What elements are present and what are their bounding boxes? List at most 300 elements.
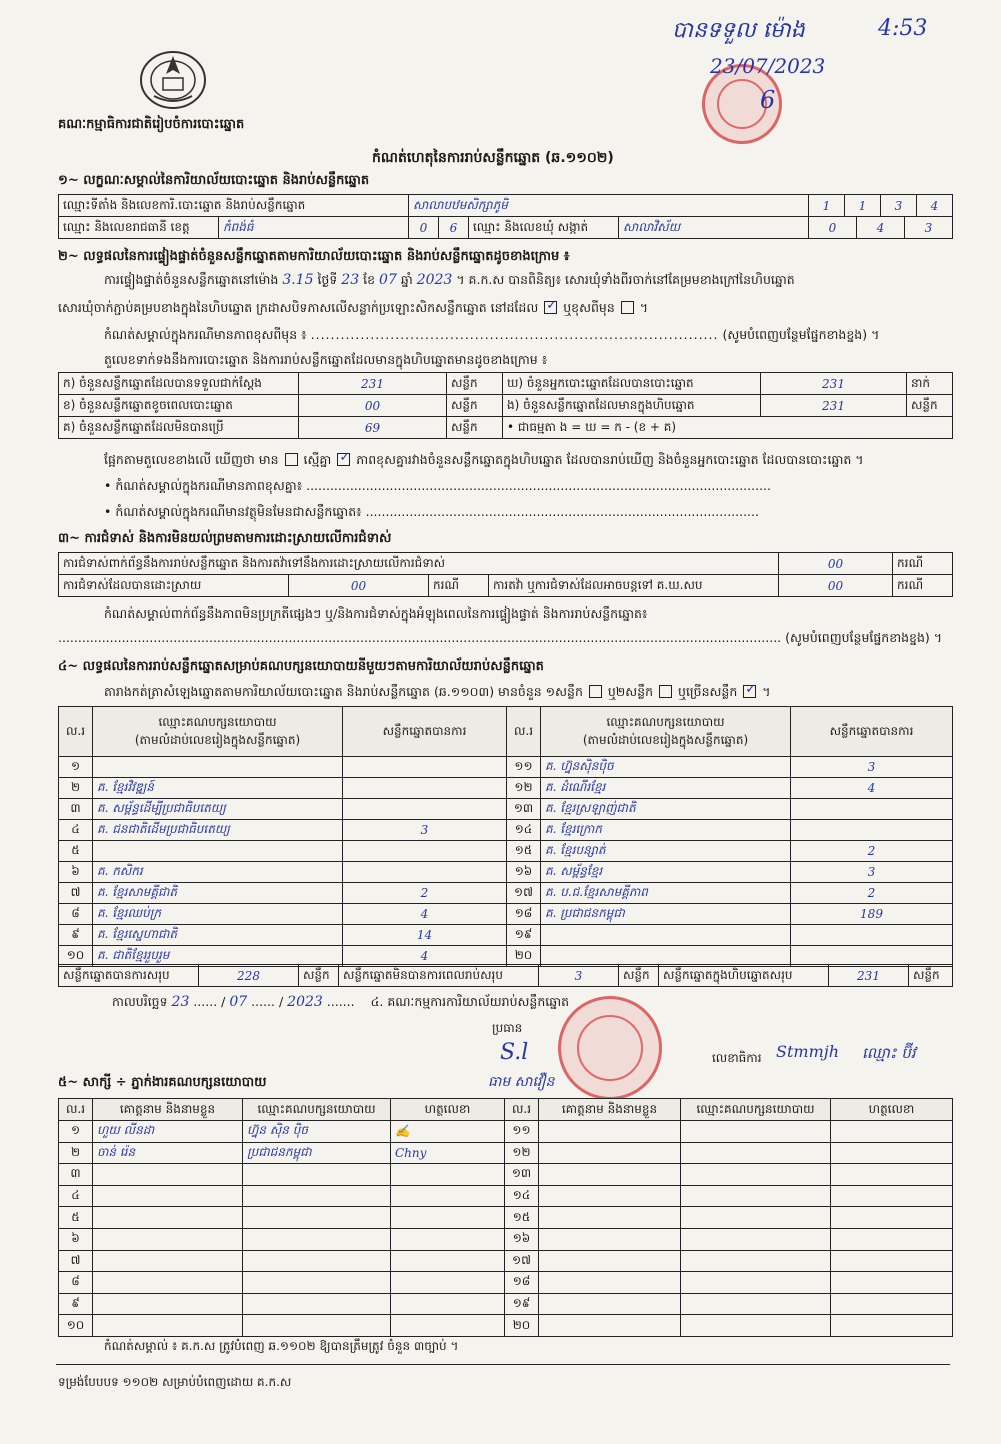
row-no: ១៤: [505, 1185, 539, 1207]
witness-party: [681, 1272, 831, 1294]
row-no: ៧: [59, 1250, 93, 1272]
witness-party: [681, 1250, 831, 1272]
section5-title: ៥~ សាក្សី ÷ ភ្នាក់ងារគណបក្សនយោបាយ: [58, 1075, 267, 1090]
province-digit: 0: [409, 217, 439, 239]
row-no: ៨: [59, 904, 93, 925]
witness-signature: [831, 1121, 953, 1143]
section3-title: ៣~ ការជំទាស់ និងការមិនយល់ព្រមតាមការដោះស្រាយលើការជំទាស់: [58, 531, 392, 546]
party-name: គ. ជាតិខ្មែររួបរួម: [93, 946, 343, 967]
party-name: គ. ដំណើរខ្មែរ: [541, 778, 791, 799]
table-row: [59, 820, 953, 841]
row-no: ៤: [59, 1185, 93, 1207]
verification-time: 3.15: [282, 272, 314, 288]
one-sheet-checkbox[interactable]: [589, 685, 602, 698]
row-no: ១០: [59, 946, 93, 967]
verification-year: 2023: [416, 272, 453, 288]
compare-line: [104, 452, 864, 471]
col-party-sub: (តាមលំដាប់លេខរៀងក្នុងសន្លឹកឆ្នោត): [582, 732, 749, 747]
party-votes: 4: [343, 946, 507, 967]
table-row: [59, 1185, 953, 1207]
note2-text: • កំណត់សម្គាល់ក្នុងករណីមានភាពខុសគ្នា៖: [104, 478, 303, 493]
witness-party: [681, 1185, 831, 1207]
witness-signature: [831, 1228, 953, 1250]
party-name: គ. សម្ព័ន្ធដើម្បីប្រជាធិបតេយ្យ: [93, 799, 343, 820]
party-votes: 14: [343, 925, 507, 946]
witness-party: [681, 1207, 831, 1229]
row-no: ១២: [507, 778, 541, 799]
row-no: ១១: [505, 1121, 539, 1143]
table-row: [59, 1207, 953, 1229]
table-row: [59, 217, 953, 239]
row-no: ១៧: [507, 883, 541, 904]
witness-party: [681, 1293, 831, 1315]
party-votes: 3: [791, 757, 953, 778]
witness-party: [243, 1272, 391, 1294]
party-votes: 189: [791, 904, 953, 925]
station-digit: 1: [845, 195, 881, 217]
note2-line: • កំណត់សម្គាល់ក្នុងករណីមានភាពខុសគ្នា៖ .....................................................................................................................: [104, 478, 771, 493]
table-row: [59, 1164, 953, 1186]
table-row: [59, 395, 953, 417]
total-invalid-value: 3: [539, 965, 619, 987]
document-title: កំណត់ហេតុនៃការរាប់សន្លឹកឆ្នោត (ឆ.១១០២): [372, 150, 614, 166]
col-no: ល.រ: [59, 707, 93, 757]
witness-signature: [391, 1164, 505, 1186]
party-votes: [343, 778, 507, 799]
totals-table: [58, 964, 953, 987]
count-label: ខ) ចំនួនសន្លឹកឆ្នោតខូចពេលបោះឆ្នោត: [59, 395, 299, 417]
row-no: ៥: [59, 1207, 93, 1229]
table-header-row: [59, 707, 953, 757]
row-no: ១១: [507, 757, 541, 778]
total-unit: សន្លឹក: [619, 965, 659, 987]
row-no: ១០: [59, 1315, 93, 1337]
row-no: ១៣: [505, 1164, 539, 1186]
party-votes: [343, 757, 507, 778]
secretary-name: ឈ្មោះ ប៊ីវ: [862, 1044, 916, 1062]
verification-month: 07: [379, 272, 397, 288]
station-digit: 1: [809, 195, 845, 217]
row-no: ១៧: [505, 1250, 539, 1272]
commune-value: សាលាវិស័យ: [619, 217, 809, 239]
commission-name: គណៈកម្មាធិការជាតិរៀបចំការបោះឆ្នោត: [58, 117, 245, 132]
total-unit: សន្លឹក: [299, 965, 339, 987]
row-no: ១៩: [505, 1293, 539, 1315]
col-name: គោត្តនាម និងនាមខ្លួន: [539, 1099, 681, 1121]
count-value: 231: [761, 373, 907, 395]
party-name: គ. ប.ជ.ខ្មែរសាមគ្គីភាព: [541, 883, 791, 904]
witness-party: [243, 1315, 391, 1337]
witness-signature: [391, 1207, 505, 1229]
secretary-label: លេខាធិការ: [712, 1051, 762, 1065]
witness-name: [539, 1185, 681, 1207]
section2-title: ២~ លទ្ធផលនៃការផ្ទៀងផ្ទាត់ចំនួនសន្លឹកឆ្នោតតាមការិយាល័យបោះឆ្នោត និងរាប់សន្លឹកឆ្នោតដូចខាងក្រោម ៖: [58, 249, 570, 264]
total-valid-label: សន្លឹកឆ្នោតបានការសរុប: [59, 965, 199, 987]
count-unit: នាក់: [907, 373, 953, 395]
witness-name: [93, 1164, 243, 1186]
row-no: ២០: [507, 946, 541, 967]
complaint-unit: ករណី: [893, 553, 953, 575]
section1-title: ១~ លក្ខណៈសម្គាល់នៃការិយាល័យបោះឆ្នោត និងរាប់សន្លឹកឆ្នោត: [58, 173, 370, 188]
witness-signature: [831, 1250, 953, 1272]
province-label: ឈ្មោះ និងលេខរាជធានី ខេត្ត: [59, 217, 219, 239]
table-row: [59, 841, 953, 862]
witness-signature: [391, 1315, 505, 1337]
witness-name: [539, 1121, 681, 1143]
station-digit: 4: [917, 195, 953, 217]
resolved-label: ការជំទាស់ដែលបានដោះស្រាយ: [59, 575, 289, 597]
witness-party: [243, 1185, 391, 1207]
witness-name: [93, 1250, 243, 1272]
verification-text: ។ គ.ក.ស បានពិនិត្យ៖ សោរឃុំទាំងពីរចាក់នៅគែម្រមខាងក្រៅនៃហិបឆ្នោត: [456, 272, 795, 287]
witness-signature: ✍: [391, 1121, 505, 1143]
witness-name: ហួយ លីនដា: [93, 1121, 243, 1143]
party-name: គ. សម្ព័ន្ធខ្មែរ: [541, 862, 791, 883]
received-date: 23/07/2023: [710, 54, 826, 78]
witness-signature: [391, 1185, 505, 1207]
row-no: ២០: [505, 1315, 539, 1337]
table-row: [59, 925, 953, 946]
two-sheets-text: ឬ២សន្លឹក: [607, 684, 654, 699]
total-valid-value: 228: [199, 965, 299, 987]
witness-party: [681, 1315, 831, 1337]
witness-party: [243, 1293, 391, 1315]
committee-label: ៤. គណៈកម្មការការិយាល័យរាប់សន្លឹកឆ្នោត: [370, 994, 570, 1009]
col-party: [93, 707, 343, 757]
col-sign: ហត្ថលេខា: [391, 1099, 505, 1121]
witness-name: [93, 1228, 243, 1250]
party-votes: [791, 820, 953, 841]
date-label: កាលបរិច្ឆេទ: [112, 994, 168, 1009]
note1-text: កំណត់សម្គាល់ក្នុងករណីមានភាពខុសពីមុន ៖: [104, 327, 307, 342]
row-no: ១៦: [507, 862, 541, 883]
verification-text: ខែ: [363, 272, 376, 287]
row-no: ៤: [59, 820, 93, 841]
row-no: ១: [59, 1121, 93, 1143]
seal-option-text: ឬខុសពីមុន: [563, 300, 615, 315]
intro-text: តួលេខទាក់ទងនឹងការបោះឆ្នោត និងការរាប់សន្លឹកឆ្នោតដែលមានក្នុងហិបឆ្នោតមានដូចខាងក្រោម ៖: [104, 352, 548, 367]
table-row: [59, 862, 953, 883]
col-no: ល.រ: [505, 1099, 539, 1121]
witness-party: [243, 1164, 391, 1186]
party-name: [93, 757, 343, 778]
party-name: គ. ខ្មែរក្រោក: [541, 820, 791, 841]
table-row: [59, 195, 953, 217]
tally-intro: តារាងកត់ត្រាសំឡេងឆ្នោតតាមការិយាល័យបោះឆ្នោត និងរាប់សន្លឹកឆ្នោត (ឆ.១១០៣) មានចំនួន ១សន្លឹក: [104, 684, 583, 699]
appeal-unit: ករណី: [893, 575, 953, 597]
party-votes: 3: [791, 862, 953, 883]
many-sheets-checkbox[interactable]: [743, 685, 756, 698]
count-label: ក) ចំនួនសន្លឹកឆ្នោតដែលបានទទួលជាក់ស្តែង: [59, 373, 299, 395]
col-party-sub: (តាមលំដាប់លេខរៀងក្នុងសន្លឹកឆ្នោត): [134, 732, 301, 747]
party-name: គ. ខ្មែរបន្សាត់: [541, 841, 791, 862]
count-unit: សន្លឹក: [447, 395, 503, 417]
different-checkbox[interactable]: [621, 301, 634, 314]
footer-divider: [56, 1364, 950, 1365]
witness-signature: [831, 1207, 953, 1229]
table-row: [59, 1121, 953, 1143]
date-day: 23: [171, 994, 190, 1010]
compare-rest-text: ភាពខុសគ្នារវាងចំនួនសន្លឹកឆ្នោតក្នុងហិបឆ្នោត ដែលបានរាប់ឃើញ និងចំនួនអ្នកបោះឆ្នោត ដែលបានបោះឆ្នោត ។: [356, 452, 864, 467]
party-votes: 4: [343, 904, 507, 925]
section3-note: កំណត់សម្គាល់ពាក់ព័ន្ធនឹងភាពមិនប្រក្រតីផ្សេងៗ ឬ/និងការជំទាស់ក្នុងអំឡុងពេលនៃការផ្ទៀងផ្ទាត់ និងការរាប់សន្លឹកឆ្នោត៖: [104, 606, 648, 621]
party-votes: 2: [791, 883, 953, 904]
table-row: [59, 904, 953, 925]
row-no: ៩: [59, 1293, 93, 1315]
row-no: ១៥: [507, 841, 541, 862]
many-sheets-text: ឬច្រើនសន្លឹក: [678, 684, 738, 699]
witness-party: [243, 1228, 391, 1250]
witness-name: [93, 1315, 243, 1337]
party-name: គ. កសិករ: [93, 862, 343, 883]
party-votes: [791, 799, 953, 820]
province-value: កំពង់ធំ: [219, 217, 409, 239]
fill-hint: (សូមបំពេញបន្ថែមផ្នែកខាងខ្នង) ។: [785, 630, 943, 645]
party-votes: 3: [343, 820, 507, 841]
compare-text: ផ្អែកតាមតួលេខខាងលើ ឃើញថា មាន: [104, 452, 279, 467]
party-votes: [791, 925, 953, 946]
complaints-table: [58, 552, 953, 597]
witness-signature: [391, 1228, 505, 1250]
row-no: ៣: [59, 799, 93, 820]
table-row: [59, 553, 953, 575]
witness-name: [93, 1293, 243, 1315]
results-body: [59, 757, 953, 967]
table-row: [59, 1142, 953, 1164]
verification-text: ថ្ងៃទី: [317, 272, 338, 287]
party-name: [93, 841, 343, 862]
president-signature: S.l: [500, 1040, 529, 1065]
witness-name: [93, 1272, 243, 1294]
count-unit: សន្លឹក: [447, 373, 503, 395]
total-unit: សន្លឹក: [909, 965, 953, 987]
has-difference-checkbox[interactable]: [285, 453, 298, 466]
witness-signature: [831, 1185, 953, 1207]
nec-emblem-icon: [136, 44, 210, 112]
witness-name: [539, 1250, 681, 1272]
witness-table: [58, 1098, 953, 1337]
party-votes: [343, 862, 507, 883]
table-row: [59, 778, 953, 799]
verification-day: 23: [341, 272, 360, 288]
witness-body: [59, 1121, 953, 1337]
witness-signature: [391, 1250, 505, 1272]
appeal-label: ការតវ៉ា ឬការជំទាស់ដែលអាចបន្តទៅ គ.ឃ.សប: [489, 575, 779, 597]
witness-party: [681, 1228, 831, 1250]
row-no: ៣: [59, 1164, 93, 1186]
date-line: កាលបរិច្ឆេទ 23 ...... / 07 ...... / 2023 ....... ៤. គណៈកម្មការការិយាល័យរាប់សន្លឹកឆ្នោត: [112, 994, 570, 1010]
col-party: ឈ្មោះគណបក្សនយោបាយ: [681, 1099, 831, 1121]
row-no: ១៨: [507, 904, 541, 925]
row-no: ២: [59, 778, 93, 799]
col-no: ល.រ: [59, 1099, 93, 1121]
commune-digit: 0: [809, 217, 857, 239]
formula-note: • ជាធម្មតា ង = ឃ = ក - (ខ + គ): [503, 417, 953, 439]
party-name: គ. ខ្មែរឈប់ក្រ: [93, 904, 343, 925]
row-no: ១៥: [505, 1207, 539, 1229]
party-name: គ. ខ្មែរស្រឡាញ់ជាតិ: [541, 799, 791, 820]
table-row: [59, 417, 953, 439]
table-row: [59, 575, 953, 597]
count-label: ឃ) ចំនួនអ្នកបោះឆ្នោតដែលបានបោះឆ្នោត: [503, 373, 761, 395]
party-name: គ. ហ្វ៊ុនស៊ិនប៉ិច: [541, 757, 791, 778]
table-row: [59, 1315, 953, 1337]
row-no: ៧: [59, 883, 93, 904]
witness-party: [681, 1164, 831, 1186]
witness-name: [539, 1228, 681, 1250]
col-name: គោត្តនាម និងនាមខ្លួន: [93, 1099, 243, 1121]
witness-name: [539, 1293, 681, 1315]
note3-line: • កំណត់សម្គាល់ក្នុងករណីមានវត្ថុមិនមែនជាសន្លឹកឆ្នោត៖ ...................................................................................................: [104, 504, 759, 519]
verification-text: ឆ្នាំ: [400, 272, 413, 287]
witness-name: [539, 1272, 681, 1294]
table-row: [59, 1293, 953, 1315]
party-name: គ. ប្រជាជនកម្ពុជា: [541, 904, 791, 925]
count-value: 231: [299, 373, 447, 395]
commune-digit: 3: [905, 217, 953, 239]
location-info-table: [58, 216, 953, 239]
witness-party: [243, 1250, 391, 1272]
count-value: 00: [299, 395, 447, 417]
received-signature: 6: [760, 86, 776, 114]
witness-name: [539, 1207, 681, 1229]
witness-party: ប្រជាជនកម្ពុជា: [243, 1142, 391, 1164]
resolved-unit: ករណី: [429, 575, 489, 597]
count-value: 69: [299, 417, 447, 439]
count-unit: សន្លឹក: [447, 417, 503, 439]
seal-line: សោរឃុំចាក់ភ្ជាប់គម្របខាងក្នុងនៃហិបឆ្នោត ក្រដាសបិទភាសលើសន្លាក់ប្រឡោះសិកសន្លឹកឆ្នោត នៅដដែល ✓ ឬខុសពីមុន ។: [58, 300, 648, 319]
row-no: ១៦: [505, 1228, 539, 1250]
equal-checkbox[interactable]: [337, 453, 350, 466]
seal-text: សោរឃុំចាក់ភ្ជាប់គម្របខាងក្នុងនៃហិបឆ្នោត ក្រដាសបិទភាសលើសន្លាក់ប្រឡោះសិកសន្លឹកឆ្នោត នៅដដែល: [58, 300, 539, 315]
witness-signature: [831, 1272, 953, 1294]
row-no: ៥: [59, 841, 93, 862]
col-sign: ហត្ថលេខា: [831, 1099, 953, 1121]
received-note: បានទទួល ម៉ោង: [672, 18, 805, 43]
party-name: គ. ជនជាតិដើមប្រជាធិបតេយ្យ: [93, 820, 343, 841]
party-name: [541, 925, 791, 946]
date-month: 07: [229, 994, 248, 1010]
col-party-label: ឈ្មោះគណបក្សនយោបាយ: [158, 714, 277, 729]
note1-line: កំណត់សម្គាល់ក្នុងករណីមានភាពខុសពីមុន ៖ .................................................................................. (សូមបំពេញបន្ថែមផ្នែកខាងខ្នង) ។: [104, 327, 880, 342]
witness-signature: Chny: [391, 1142, 505, 1164]
commune-digit: 4: [857, 217, 905, 239]
verification-text: ការផ្ទៀងផ្ទាត់ចំនួនសន្លឹកឆ្នោតនៅម៉ោង: [104, 272, 279, 287]
tally-sheet-line: តារាងកត់ត្រាសំឡេងឆ្នោតតាមការិយាល័យបោះឆ្នោត និងរាប់សន្លឹកឆ្នោត (ឆ.១១០៣) មានចំនួន ១សន្លឹក ឬ២សន្លឹក ឬច្រើនសន្លឹក ✓ ។: [104, 684, 770, 703]
party-votes: 2: [791, 841, 953, 862]
note3-text: • កំណត់សម្គាល់ក្នុងករណីមានវត្ថុមិនមែនជាសន្លឹកឆ្នោត៖: [104, 504, 362, 519]
witness-name: [539, 1142, 681, 1164]
received-time: 4:53: [878, 16, 928, 41]
party-votes: [343, 799, 507, 820]
station-label: ឈ្មោះទីតាំង និងលេខការិ.បោះឆ្នោត និងរាប់សន្លឹកឆ្នោត: [59, 195, 409, 217]
table-row: [59, 1272, 953, 1294]
president-name: ធាម សាវឿន: [488, 1074, 555, 1090]
two-sheets-checkbox[interactable]: [659, 685, 672, 698]
station-info-table: [58, 194, 953, 217]
count-label: ង) ចំនួនសន្លឹកឆ្នោតដែលមានក្នុងហិបឆ្នោត: [503, 395, 761, 417]
appeal-value: 00: [779, 575, 893, 597]
witness-signature: [831, 1293, 953, 1315]
counts-table: [58, 372, 953, 439]
row-no: ១៣: [507, 799, 541, 820]
resolved-value: 00: [289, 575, 429, 597]
witness-name: [93, 1185, 243, 1207]
complaint-value: 00: [779, 553, 893, 575]
col-party-label: ឈ្មោះគណបក្សនយោបាយ: [606, 714, 725, 729]
table-row: [59, 757, 953, 778]
party-name: គ. ខ្មែរវិវឌ្ឍន៍: [93, 778, 343, 799]
province-digit: 6: [439, 217, 469, 239]
table-row: [59, 799, 953, 820]
section5-note: កំណត់សម្គាល់ ៖ គ.ក.ស ត្រូវបំពេញ ឆ.១១០២ ឱ្យបានត្រឹមត្រូវ ចំនួន ៣ច្បាប់ ។: [104, 1339, 459, 1353]
table-row: [59, 373, 953, 395]
same-checkbox[interactable]: [544, 301, 557, 314]
witness-name: [93, 1207, 243, 1229]
president-label: ប្រធាន: [492, 1021, 523, 1035]
count-label: គ) ចំនួនសន្លឹកឆ្នោតដែលមិនបានប្រើ: [59, 417, 299, 439]
witness-signature: [831, 1142, 953, 1164]
total-box-value: 231: [829, 965, 909, 987]
row-no: ២: [59, 1142, 93, 1164]
row-no: ៦: [59, 1228, 93, 1250]
table-header-row: [59, 1099, 953, 1121]
party-votes: 2: [343, 883, 507, 904]
fill-hint: (សូមបំពេញបន្ថែមផ្នែកខាងខ្នង) ។: [722, 327, 880, 342]
commune-label: ឈ្មោះ និងលេខឃុំ សង្កាត់: [469, 217, 619, 239]
table-row: [59, 883, 953, 904]
count-value: 231: [761, 395, 907, 417]
row-no: ១: [59, 757, 93, 778]
station-value: សាលាបឋមសិក្សាភូមិ: [409, 195, 809, 217]
witness-name: ចាន់ រ៉េន: [93, 1142, 243, 1164]
table-row: [59, 965, 953, 987]
committee-stamp-icon: [558, 996, 662, 1100]
witness-signature: [831, 1164, 953, 1186]
form-footer: ទម្រង់បែបបទ ១១០២ សម្រាប់បំពេញដោយ គ.ក.ស: [58, 1375, 292, 1389]
row-no: ៩: [59, 925, 93, 946]
compare-equal-text: ស្មើគ្នា: [303, 452, 332, 467]
row-no: ១៤: [507, 820, 541, 841]
secretary-signature: Stmmjh: [776, 1042, 839, 1061]
party-votes: [343, 841, 507, 862]
col-no: ល.រ: [507, 707, 541, 757]
row-no: ១៩: [507, 925, 541, 946]
party-name: គ. ខ្មែរសាមគ្គីជាតិ: [93, 883, 343, 904]
verification-line: [104, 272, 795, 291]
col-votes: សន្លឹកឆ្នោតបានការ: [343, 707, 507, 757]
date-year: 2023: [287, 994, 323, 1010]
col-votes: សន្លឹកឆ្នោតបានការ: [791, 707, 953, 757]
witness-party: ហ្វ៊ុន ស៊ិន ប៉ិច: [243, 1121, 391, 1143]
total-box-label: សន្លឹកឆ្នោតក្នុងហិបឆ្នោតសរុប: [659, 965, 829, 987]
section4-title: ៤~ លទ្ធផលនៃការរាប់សន្លឹកឆ្នោតសម្រាប់គណបក្សនយោបាយនីមួយៗតាមការិយាល័យរាប់សន្លឹកឆ្នោត: [58, 659, 544, 674]
party-name: គ. ខ្មែរស្នេហាជាតិ: [93, 925, 343, 946]
row-no: ៨: [59, 1272, 93, 1294]
witness-party: [681, 1121, 831, 1143]
row-no: ១៨: [505, 1272, 539, 1294]
witness-party: [681, 1142, 831, 1164]
row-no: ៦: [59, 862, 93, 883]
witness-name: [539, 1164, 681, 1186]
col-party: [541, 707, 791, 757]
section3-note-line: ...................................................................................................................................................................................... (សូមបំពេញបន្ថែមផ្នែកខាងខ្នង) ។: [58, 630, 943, 645]
row-no: ១២: [505, 1142, 539, 1164]
witness-name: [539, 1315, 681, 1337]
witness-signature: [831, 1315, 953, 1337]
party-votes: 4: [791, 778, 953, 799]
table-row: [59, 1228, 953, 1250]
